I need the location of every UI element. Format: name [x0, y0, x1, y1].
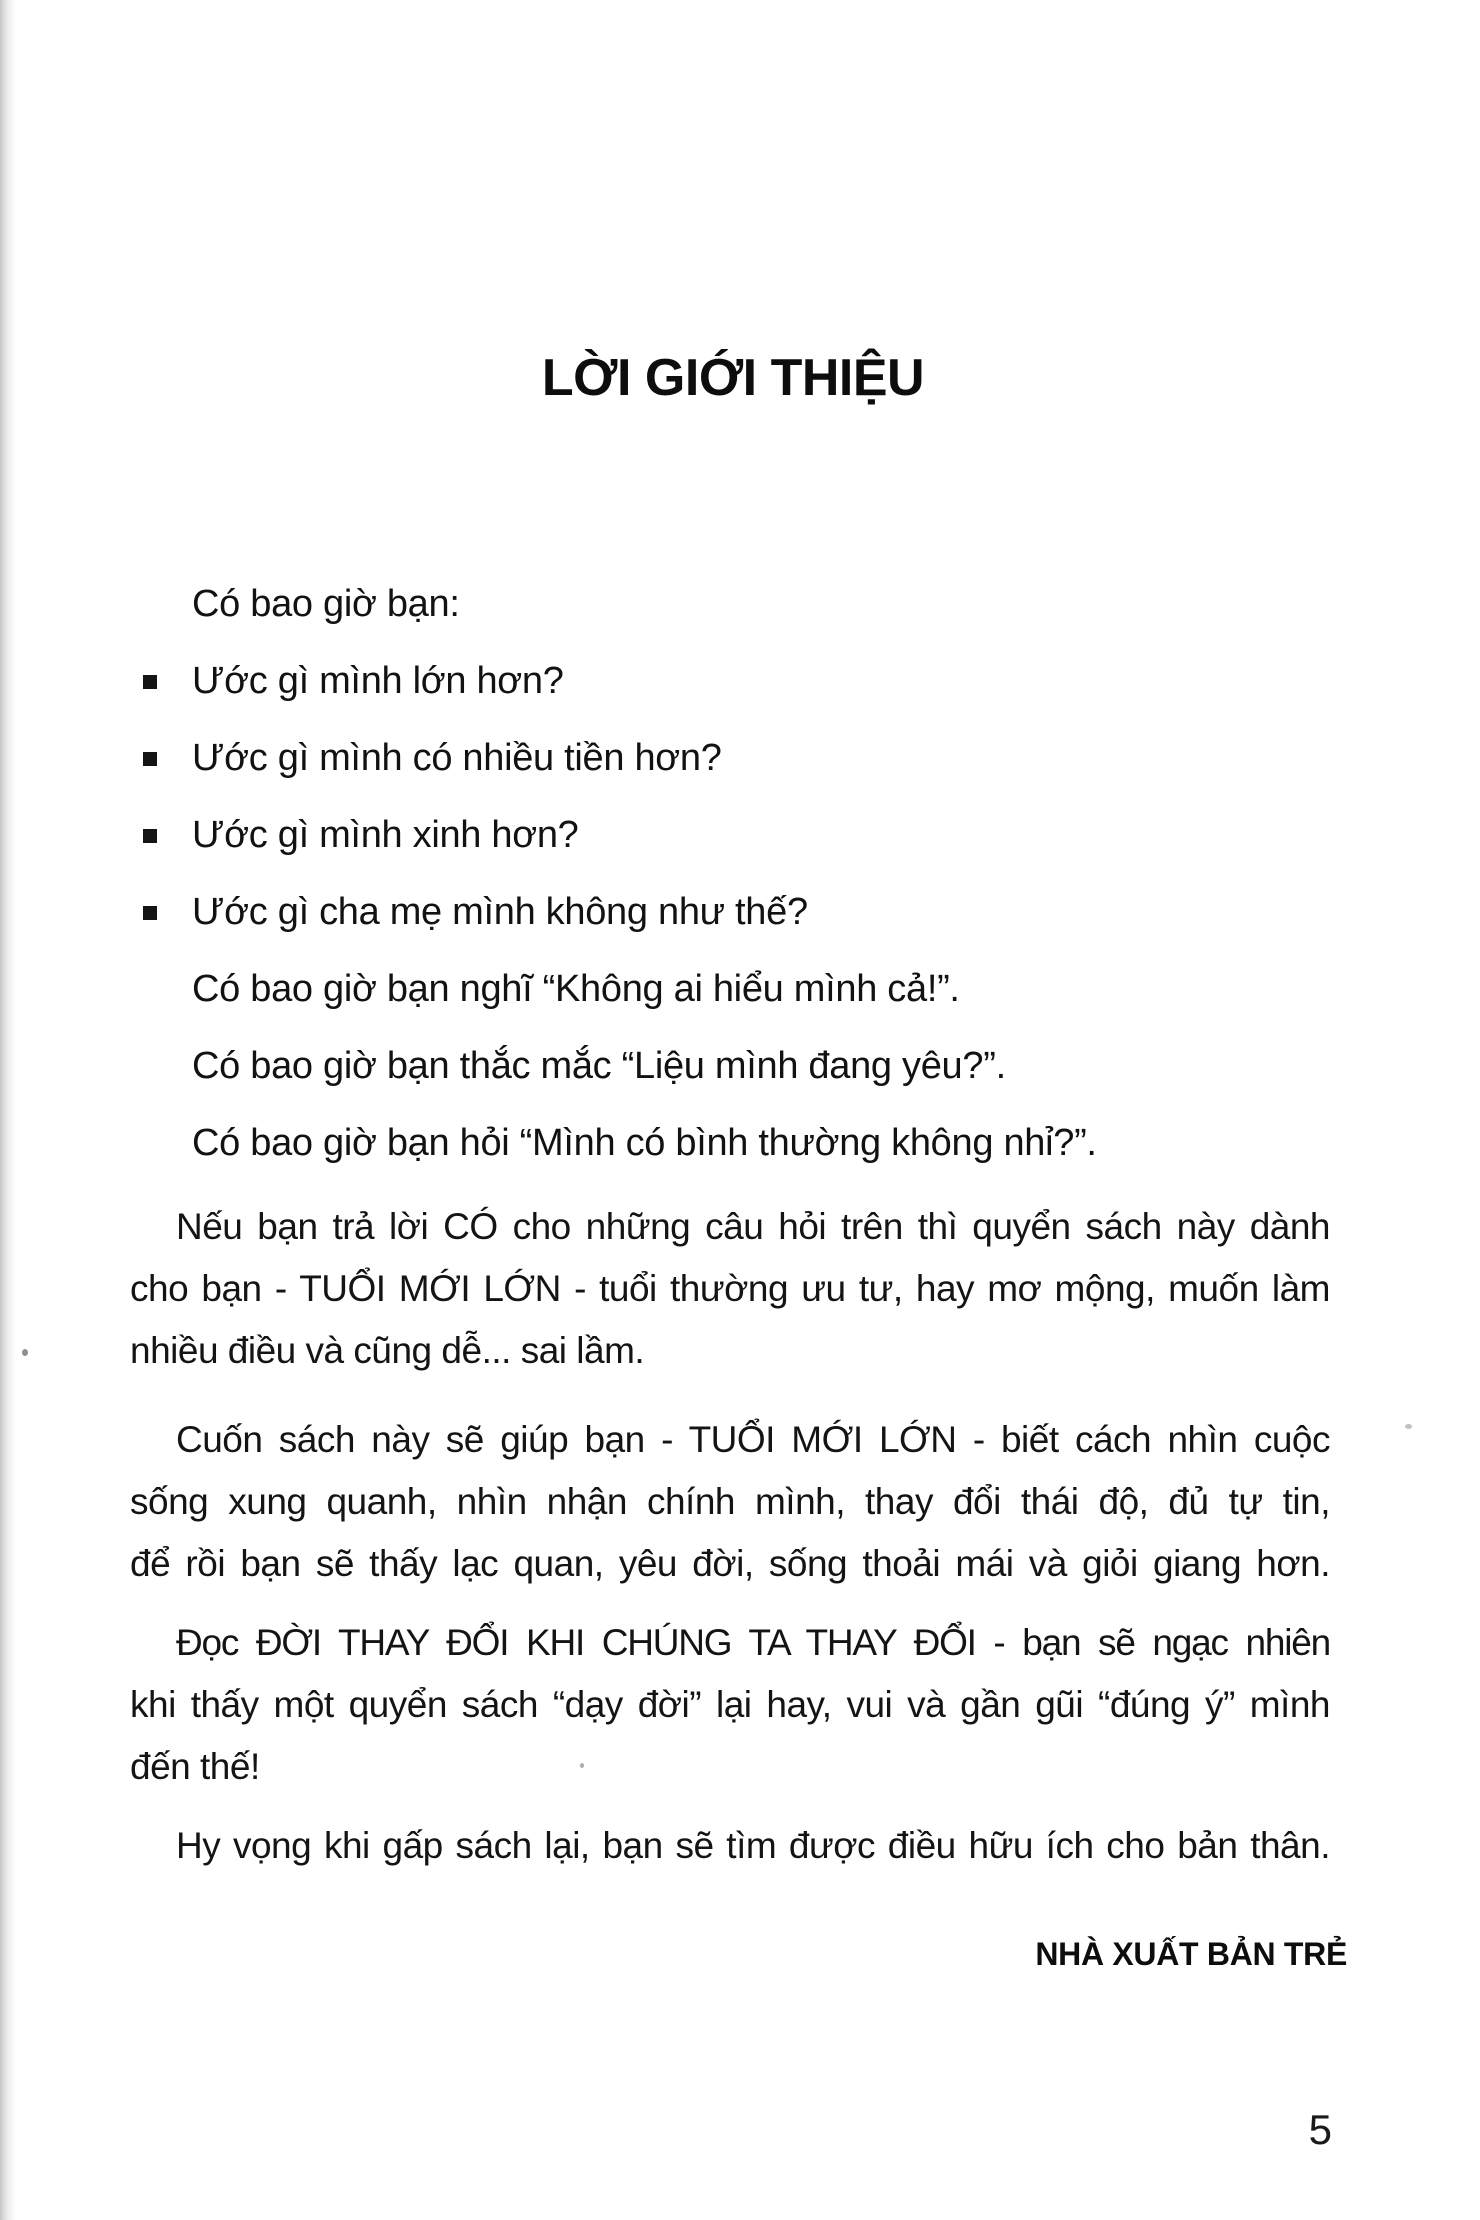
bullet-item: Ước gì cha mẹ mình không như thế?: [192, 891, 808, 933]
publisher-signature: NHÀ XUẤT BẢN TRẺ: [1035, 1936, 1347, 1972]
bullet-item: Ước gì mình lớn hơn?: [192, 660, 564, 702]
bullet-square-icon: [143, 752, 157, 766]
paragraph-line: Hy vọng khi gấp sách lại, bạn sẽ tìm được điều hữu ích cho bản thân.: [176, 1825, 1330, 1866]
scan-speck: [22, 1349, 28, 1356]
paragraph: [130, 1815, 1330, 1877]
question-line: Có bao giờ bạn nghĩ “Không ai hiểu mình cả!”.: [192, 968, 960, 1010]
list-intro: Có bao giờ bạn:: [192, 583, 460, 625]
bullet-item: Ước gì mình có nhiều tiền hơn?: [192, 737, 722, 779]
page-title: LỜI GIỚI THIỆU: [541, 349, 925, 407]
paragraph: [130, 1612, 1330, 1798]
paragraph-line: Đọc ĐỜI THAY ĐỔI KHI CHÚNG TA THAY ĐỔI - bạn sẽ ngạc nhiên: [176, 1622, 1330, 1663]
paragraph: [130, 1196, 1330, 1382]
paragraph-line: đến thế!: [130, 1746, 260, 1787]
paragraph-line: sống xung quanh, nhìn nhận chính mình, thay đổi thái độ, đủ tự tin,: [130, 1481, 1330, 1522]
question-line: Có bao giờ bạn hỏi “Mình có bình thường không nhỉ?”.: [192, 1122, 1097, 1164]
bullet-square-icon: [143, 829, 157, 843]
scan-edge-shadow: [0, 0, 16, 2220]
paragraph-line: Cuốn sách này sẽ giúp bạn - TUỔI MỚI LỚN - biết cách nhìn cuộc: [176, 1419, 1330, 1460]
paragraph-line: khi thấy một quyển sách “dạy đời” lại hay, vui và gần gũi “đúng ý” mình: [130, 1684, 1330, 1725]
paragraph-line: Nếu bạn trả lời CÓ cho những câu hỏi trên thì quyển sách này dành: [176, 1206, 1330, 1247]
bullet-square-icon: [143, 906, 157, 920]
paragraph: [130, 1409, 1330, 1595]
paragraph-line: để rồi bạn sẽ thấy lạc quan, yêu đời, sống thoải mái và giỏi giang hơn.: [130, 1543, 1330, 1584]
question-line: Có bao giờ bạn thắc mắc “Liệu mình đang yêu?”.: [192, 1045, 1006, 1087]
wish-list-section: [192, 566, 1097, 1182]
bullet-square-icon: [143, 675, 157, 689]
paragraph-line: nhiều điều và cũng dễ... sai lầm.: [130, 1330, 645, 1371]
paragraph-line: cho bạn - TUỔI MỚI LỚN - tuổi thường ưu tư, hay mơ mộng, muốn làm: [130, 1268, 1330, 1309]
bullet-item: Ước gì mình xinh hơn?: [192, 814, 579, 856]
page-number: 5: [1308, 2106, 1332, 2153]
scan-speck: [1405, 1424, 1412, 1429]
